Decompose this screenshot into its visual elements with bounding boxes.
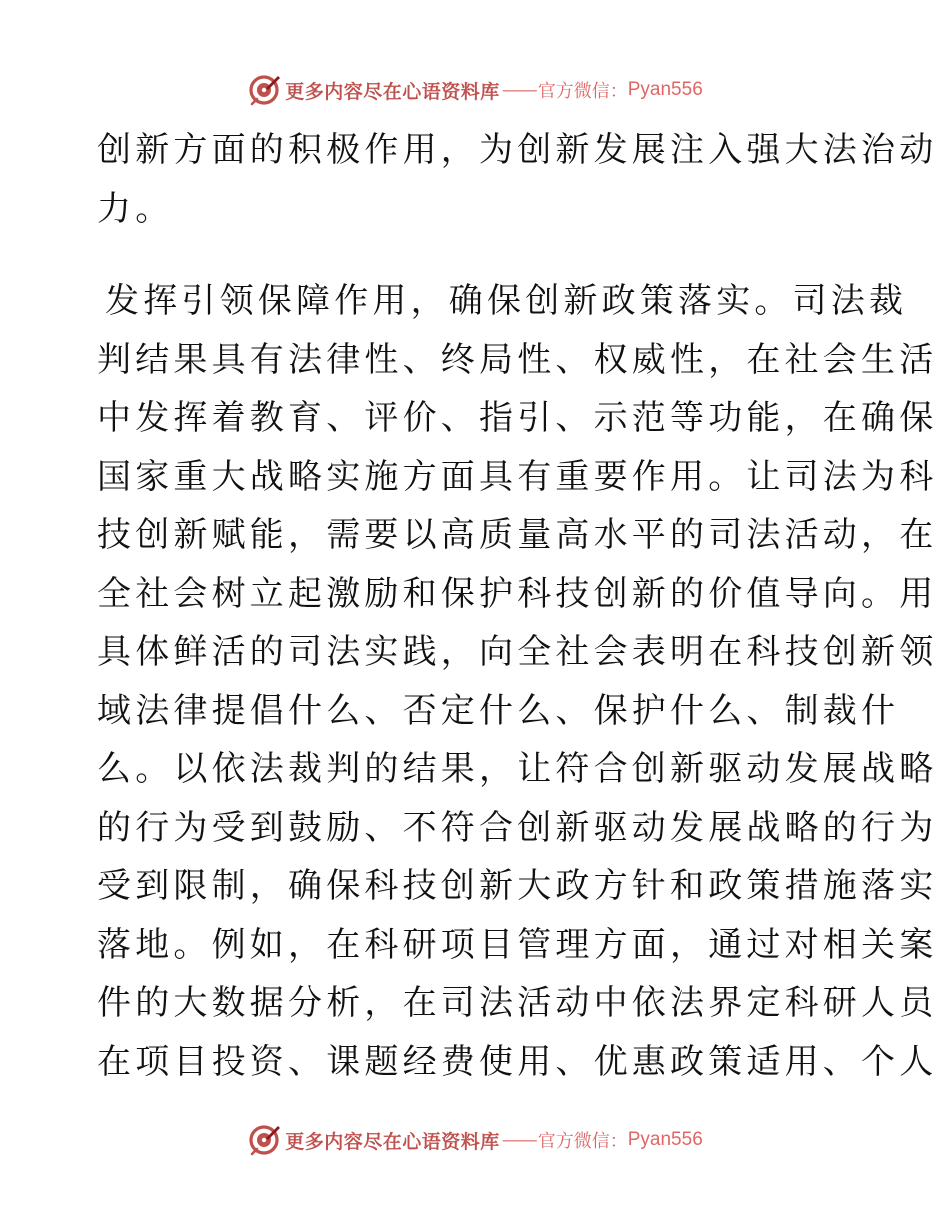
text-line: 件的大数据分析，在司法活动中依法界定科研人员 (97, 983, 938, 1023)
watermark-wechat-label: 官方微信： (537, 1131, 628, 1152)
text-line: 么。以依法裁判的结果，让符合创新驱动发展战略 (97, 749, 938, 789)
text-line: 受到限制，确保科技创新大政方针和政策措施落实 (97, 866, 938, 906)
text-line: 判结果具有法律性、终局性、权威性，在社会生活 (97, 339, 938, 380)
watermark-title: 更多内容尽在心语资料库 (285, 1130, 500, 1153)
watermark-dash: —— (501, 79, 536, 101)
text-line: 技创新赋能，需要以高质量高水平的司法活动，在 (97, 515, 938, 555)
text-line: 在项目投资、课题经费使用、优惠政策适用、个人 (97, 1041, 938, 1082)
text-line: 中发挥着教育、评价、指引、示范等功能，在确保 (97, 398, 938, 438)
paragraph-main (97, 272, 938, 1091)
watermark-wechat-id: Pyan556 (627, 79, 703, 100)
text-line: 落地。例如，在科研项目管理方面，通过对相关案 (97, 924, 938, 965)
text-line: 域法律提倡什么、否定什么、保护什么、制裁什 (97, 690, 900, 731)
watermark-dash: —— (501, 1129, 536, 1151)
text-line: 力。 (97, 188, 174, 229)
text-line: 全社会树立起激励和保护科技创新的价值导向。用 (97, 573, 938, 614)
document-body (97, 121, 938, 1091)
paragraph-continuation (97, 121, 938, 238)
text-line: 的行为受到鼓励、不符合创新驱动发展战略的行为 (97, 807, 938, 848)
text-line: 发挥引领保障作用，确保创新政策落实。司法裁 (105, 281, 908, 321)
watermark-title: 更多内容尽在心语资料库 (285, 80, 500, 103)
pen-logo-icon (247, 73, 281, 107)
header-watermark (0, 70, 950, 110)
footer-watermark (0, 1120, 950, 1160)
text-line: 国家重大战略实施方面具有重要作用。让司法为科 (97, 456, 938, 497)
watermark-wechat-label: 官方微信： (537, 81, 628, 102)
watermark-wechat-id: Pyan556 (627, 1129, 703, 1150)
text-line: 创新方面的积极作用，为创新发展注入强大法治动 (97, 130, 938, 170)
text-line: 具体鲜活的司法实践，向全社会表明在科技创新领 (97, 632, 938, 672)
pen-logo-icon (247, 1123, 281, 1157)
